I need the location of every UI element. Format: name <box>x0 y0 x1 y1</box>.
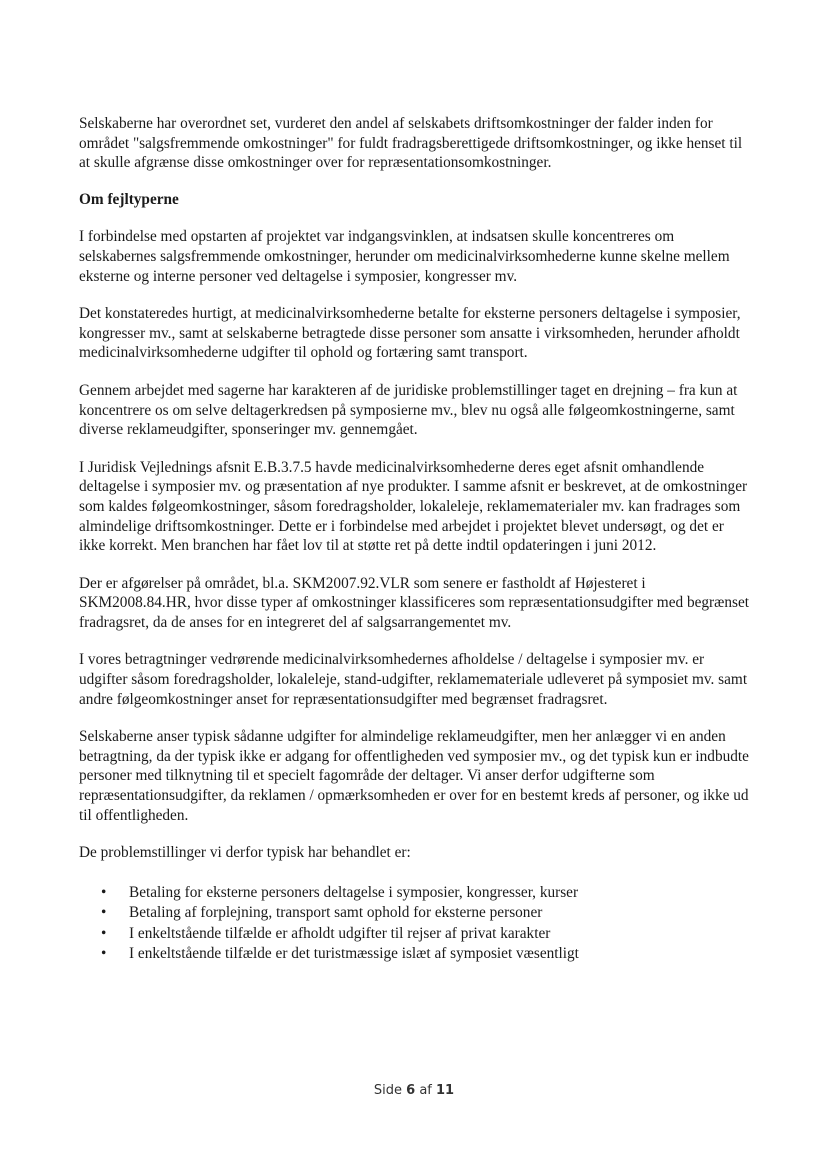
paragraph-8: Selskaberne anser typisk sådanne udgifter for almindelige reklameudgifter, men her anlægger vi en anden betragtning, da der typisk ikke er adgang for offentligheden ved symposier mv., og det typisk kun er indbudte personer med tilknytning til et specielt fagområde der deltager. Vi anser derfor udgifterne som repræsentationsudgifter, da reklamen / opmærksomheden er over for en bestemt kreds af personer, og ikke ud til offentligheden. <box>79 728 749 824</box>
list-item-text: Betaling af forplejning, transport samt ophold for eksterne personer <box>129 904 543 922</box>
paragraph-2: I forbindelse med opstarten af projektet var indgangsvinklen, at indsatsen skulle koncentreres om selskabernes salgsfremmende omkostninger, herunder om medicinalvirksomhederne kunne skelne mellem eksterne og interne personer ved deltagelse i symposier, kongresser mv. <box>79 228 730 285</box>
list-item-text: I enkeltstående tilfælde er det turistmæssige islæt af symposiet væsentligt <box>129 945 579 963</box>
list-item <box>79 883 749 904</box>
list-item <box>79 944 749 965</box>
bullet-icon: • <box>101 883 107 901</box>
footer-page-number: 6 <box>406 1083 416 1098</box>
footer-prefix: Side <box>373 1083 402 1098</box>
page-footer <box>0 1083 828 1098</box>
list-item-text: I enkeltstående tilfælde er afholdt udgifter til rejser af privat karakter <box>129 924 551 942</box>
paragraph-6: Der er afgørelser på området, bl.a. SKM2007.92.VLR som senere er fastholdt af Højesteret i SKM2008.84.HR, hvor disse typer af omkostninger klassificeres som repræsentationsudgifter med begrænset fradragsret, da de anses for en integreret del af salgsarrangementet mv. <box>79 574 749 631</box>
paragraph-7: I vores betragtninger vedrørende medicinalvirksomhedernes afholdelse / deltagelse i symposier mv. er udgifter såsom foredragsholder, lokaleleje, stand-udgifter, reklamemateriale udleveret på symposiet mv. samt andre følgeomkostninger anset for repræsentationsudgifter med begrænset fradragsret. <box>79 651 748 708</box>
bullet-list <box>79 883 749 965</box>
bullet-icon: • <box>101 945 107 963</box>
list-item <box>79 924 749 945</box>
paragraph-5: I Juridisk Vejlednings afsnit E.B.3.7.5 havde medicinalvirksomhederne deres eget afsnit omhandlende deltagelse i symposier mv. og præsentation af nye produkter. I samme afsnit er beskrevet, at de omkostninger som kaldes følgeomkostninger, såsom foredragsholder, lokaleleje, reklamematerialer mv. kan fradrages som almindelige driftsomkostninger. Dette er i forbindelse med arbejdet i projektet blevet undersøgt, og det er ikke korrekt. Men branchen har fået lov til at støtte ret på dette indtil opdateringen i juni 2012. <box>79 458 748 555</box>
paragraph-9: De problemstillinger vi derfor typisk har behandlet er: <box>79 844 411 862</box>
document-body <box>79 114 749 965</box>
paragraph-intro: Selskaberne har overordnet set, vurderet den andel af selskabets driftsomkostninger der falder inden for området "salgsfremmende omkostninger" for fuldt fradragsberettigede driftsomkostninger, og ikke henset til at skulle afgrænse disse omkostninger over for repræsentationsomkostninger. <box>79 115 743 172</box>
section-heading: Om fejltyperne <box>79 190 179 208</box>
paragraph-3: Det konstateredes hurtigt, at medicinalvirksomhederne betalte for eksterne personers deltagelse i symposier, kongresser mv., samt at selskaberne betragtede disse personer som ansatte i virksomheden, herunder afholdt medicinalvirksomhederne udgifter til ophold og fortæring samt transport. <box>79 305 741 362</box>
list-item-text: Betaling for eksterne personers deltagelse i symposier, kongresser, kurser <box>129 883 579 901</box>
bullet-icon: • <box>101 904 107 922</box>
footer-of: af <box>419 1083 432 1098</box>
paragraph-4: Gennem arbejdet med sagerne har karakteren af de juridiske problemstillinger taget en drejning – fra kun at koncentrere os om selve deltagerkredsen på symposierne mv., blev nu også alle følgeomkostningerne, samt diverse reklameudgifter, sponseringer mv. gennemgået. <box>79 381 738 439</box>
bullet-icon: • <box>101 924 107 942</box>
list-item <box>79 903 749 924</box>
footer-total-pages: 11 <box>436 1083 455 1098</box>
